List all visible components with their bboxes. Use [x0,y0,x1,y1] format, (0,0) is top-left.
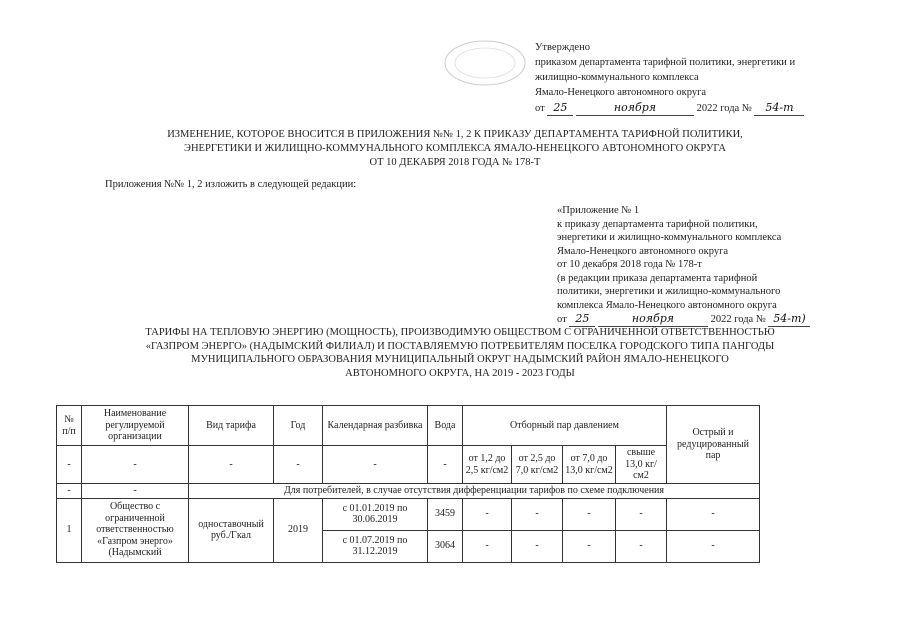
appendix-line: энергетики и жилищно-коммунального комплекса [557,232,782,243]
year-text: 2022 года № [710,314,766,325]
title-line: «ГАЗПРОМ ЭНЕРГО» (НАДЫМСКИЙ ФИЛИАЛ) И ПОСТАВЛЯЕМУЮ ПОТРЕБИТЕЛЯМ ПОСЕЛКА ГОРОДСКОГО ТИПА ПАНГОДЫ [145,340,775,352]
approval-block [535,40,875,116]
dash-cell: - [428,446,463,484]
title-line: ОТ 10 ДЕКАБРЯ 2018 ГОДА № 178-Т [369,157,541,168]
consumers-row [57,484,760,499]
dash-cell: - [189,446,274,484]
dash-cell: - [512,530,563,562]
header-row [57,406,760,446]
header-num: № п/п [57,406,82,446]
handwritten-month: ноября [576,100,694,116]
row-period: с 01.01.2019 по 30.06.2019 [323,498,428,530]
title-line: МУНИЦИПАЛЬНОГО ОБРАЗОВАНИЯ МУНИЦИПАЛЬНЫЙ ОКРУГ НАДЫМСКИЙ РАЙОН ЯМАЛО-НЕНЕЦКОГО [191,354,729,365]
dash-cell: - [667,498,760,530]
handwritten-day: 25 [547,100,573,116]
title-line: ТАРИФЫ НА ТЕПЛОВУЮ ЭНЕРГИЮ (МОЩНОСТЬ), ПРОИЗВОДИМУЮ ОБЩЕСТВОМ С ОГРАНИЧЕННОЙ ОТВЕТСТВЕННОСТЬЮ [145,327,775,338]
header-water: Вода [428,406,463,446]
handwritten-number: 54-т) [768,312,810,327]
change-title [60,128,850,170]
dash-cell: - [57,484,82,499]
dash-cell: - [57,446,82,484]
dash-cell: - [323,446,428,484]
header-sharp-steam: Острый и редуцированный пар [667,406,760,484]
row-water: 3064 [428,530,463,562]
dash-cell: - [463,530,512,562]
header-org: Наименование регулируемой организации [82,406,189,446]
tariff-title [40,326,880,380]
appendix-line: «Приложение № 1 [557,205,640,216]
handwritten-number: 54-т [754,100,804,116]
dash-cell: - [463,498,512,530]
year-text: 2022 года № [696,103,752,114]
handwritten-month: ноября [598,312,708,327]
steam-sub: свыше 13,0 кг/см2 [616,446,667,484]
appendix-line: к приказу департамента тарифной политики, [557,218,758,230]
dash-cell: - [82,484,189,499]
approval-line: приказом департамента тарифной политики, энергетики и [535,57,796,68]
appendix-line: комплекса Ямало-Ненецкого автономного округа [557,299,777,311]
steam-sub: от 1,2 до 2,5 кг/см2 [463,446,512,484]
date-prefix: от [535,103,545,114]
header-year: Год [274,406,323,446]
seal-stamp [440,38,530,88]
dash-cell: - [563,498,616,530]
title-line: ЭНЕРГЕТИКИ И ЖИЛИЩНО-КОММУНАЛЬНОГО КОМПЛЕКСА ЯМАЛО-НЕНЕЦКОГО АВТОНОМНОГО ОКРУГА [184,143,726,154]
approval-date-line [535,100,875,116]
header-tariff-type: Вид тарифа [189,406,274,446]
row-period: с 01.07.2019 по 31.12.2019 [323,530,428,562]
approval-line: Утверждено [535,42,590,53]
row-year: 2019 [274,498,323,562]
dash-cell: - [82,446,189,484]
tariff-table [56,405,760,563]
consumers-caption: Для потребителей, в случае отсутствия дифференциации тарифов по схеме подключения [189,484,760,499]
appendix-line: от 10 декабря 2018 года № 178-т [557,259,702,270]
title-line: АВТОНОМНОГО ОКРУГА, НА 2019 - 2023 ГОДЫ [345,367,575,379]
dash-cell: - [616,530,667,562]
appendix-line: Ямало-Ненецкого автономного округа [557,245,729,257]
dash-cell: - [512,498,563,530]
table-row [57,498,760,530]
header-steam: Отборный пар давлением [463,406,667,446]
dash-cell: - [667,530,760,562]
dash-cell: - [563,530,616,562]
appendix-date-line [557,312,877,327]
row-num: 1 [57,498,82,562]
appendix-block [557,204,877,327]
dash-cell: - [616,498,667,530]
row-water: 3459 [428,498,463,530]
steam-sub: от 7,0 до 13,0 кг/см2 [563,446,616,484]
dash-cell: - [274,446,323,484]
row-tariff-type: одноставочный руб./Гкал [189,498,274,562]
date-prefix: от [557,314,567,325]
title-line: ИЗМЕНЕНИЕ, КОТОРОЕ ВНОСИТСЯ В ПРИЛОЖЕНИЯ №№ 1, 2 К ПРИКАЗУ ДЕПАРТАМЕНТА ТАРИФНОЙ ПОЛИТИКИ, [167,129,743,140]
steam-sub: от 2,5 до 7,0 кг/см2 [512,446,563,484]
row-org: Общество с ограниченной ответственностью «Газпром энерго» (Надымский [82,498,189,562]
header-calendar: Календарная разбивка [323,406,428,446]
appendix-line: политики, энергетики и жилищно-коммунального [557,286,781,297]
handwritten-day: 25 [569,312,595,327]
subheader-row [57,446,760,484]
instruction-text: Приложения №№ 1, 2 изложить в следующей редакции: [105,179,357,190]
approval-line: жилищно-коммунального комплекса [535,72,699,83]
approval-line: Ямало-Ненецкого автономного округа [535,87,707,98]
appendix-line: (в редакции приказа департамента тарифной [557,272,758,284]
